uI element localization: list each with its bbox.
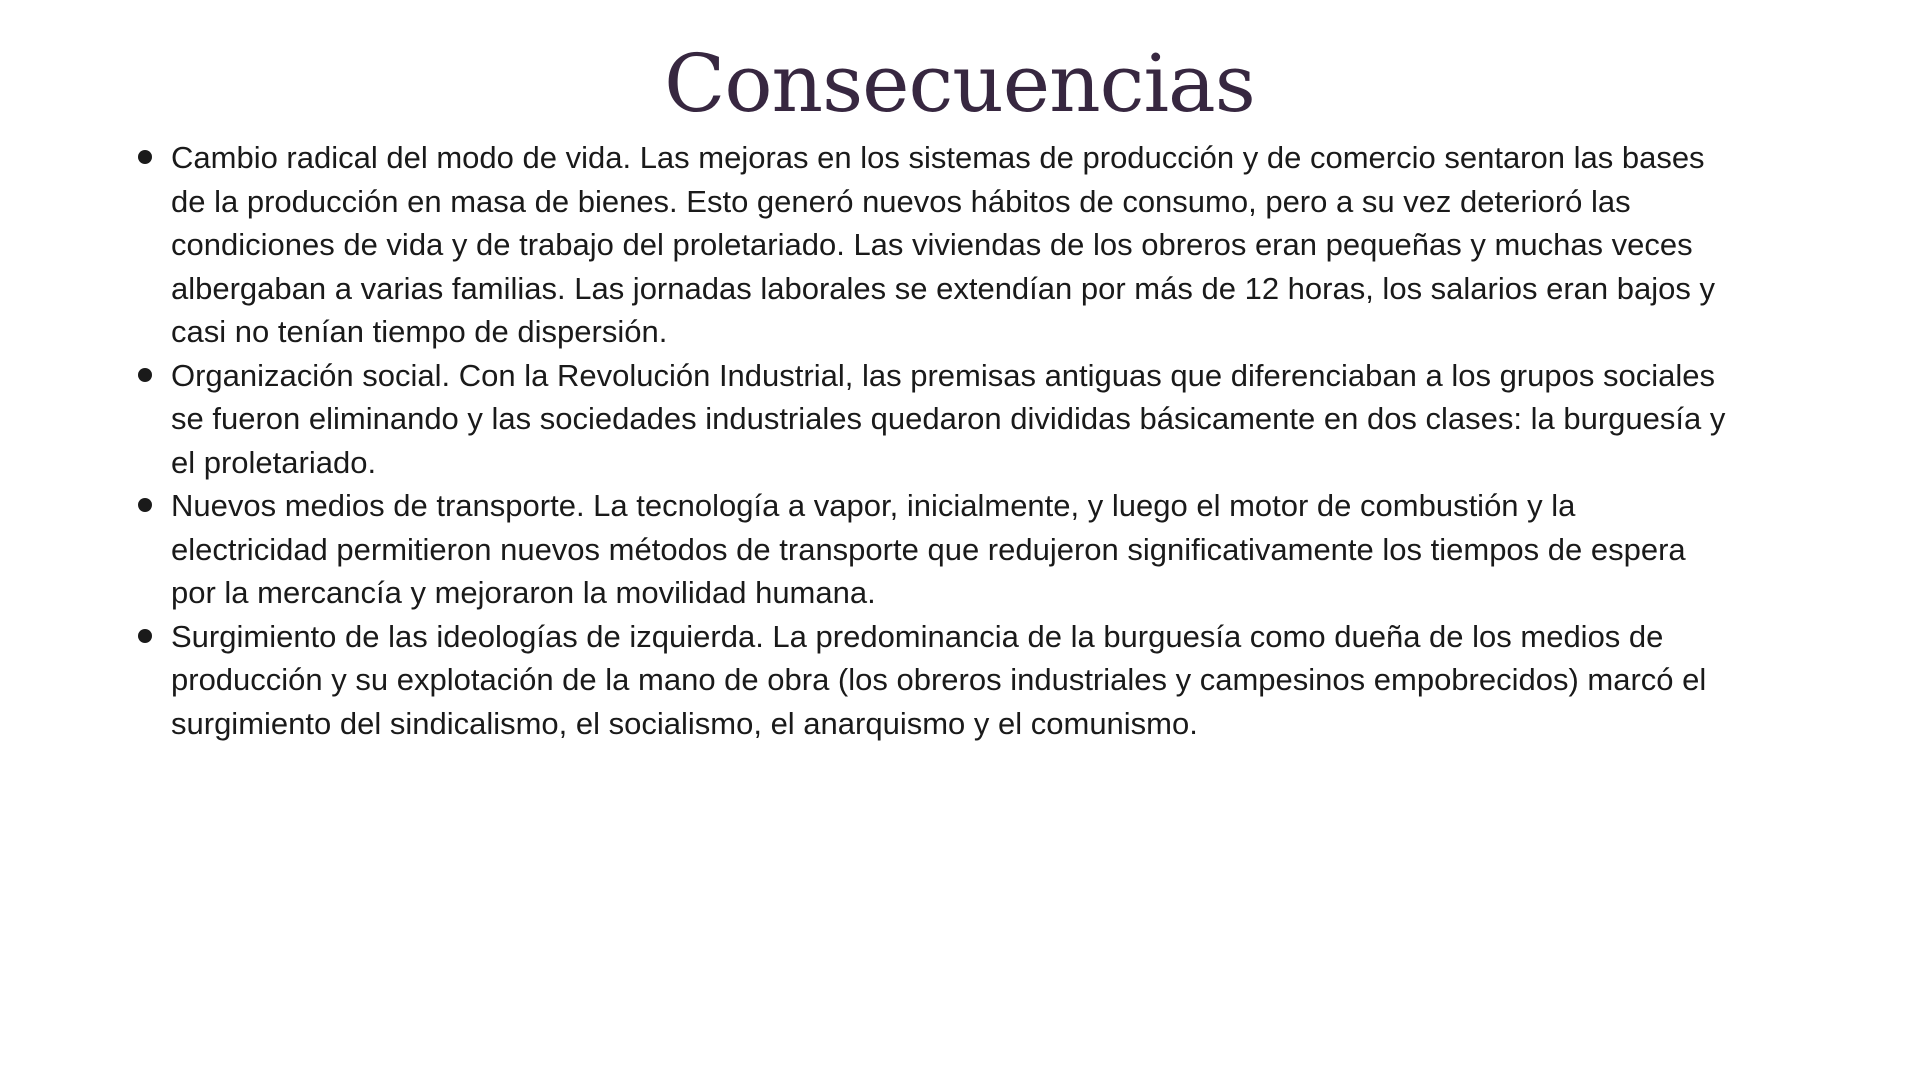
bullet-dot-icon	[138, 368, 152, 382]
slide-title: Consecuencias	[664, 37, 1255, 130]
bullet-dot-icon	[138, 498, 152, 512]
bullet-text: Nuevos medios de transporte. La tecnología a vapor, inicialmente, y luego el motor de combustión y la electricidad permitieron nuevos métodos de transporte que redujeron significativamente los tiempos de espera por la mercancía y mejoraron la movilidad humana.	[171, 488, 1686, 610]
bullet-item-cambio-radical	[136, 136, 1726, 354]
bullet-item-organizacion-social	[136, 354, 1726, 485]
bullet-item-transporte	[136, 484, 1726, 615]
bullet-text: Surgimiento de las ideologías de izquierda. La predominancia de la burguesía como dueña de los medios de producción y su explotación de la mano de obra (los obreros industriales y campesinos empobrecidos) marcó el surgimiento del sindicalismo, el socialismo, el anarquismo y el comunismo.	[171, 618, 1707, 741]
bullet-text: Organización social. Con la Revolución Industrial, las premisas antiguas que diferenciaban a los grupos sociales se fueron eliminando y las sociedades industriales quedaron divididas básicamente en dos clases: la burguesía y el proletariado.	[171, 357, 1726, 480]
bullet-dot-icon	[138, 150, 152, 164]
bullet-list	[136, 136, 1726, 745]
bullet-item-ideologias	[136, 615, 1726, 746]
bullet-text: Cambio radical del modo de vida. Las mejoras en los sistemas de producción y de comercio sentaron las bases de la producción en masa de bienes. Esto generó nuevos hábitos de consumo, pero a su vez deterioró las condiciones de vida y de trabajo del proletariado. Las viviendas de los obreros eran pequeñas y muchas veces albergaban a varias familias. Las jornadas laborales se extendían por más de 12 horas, los salarios eran bajos y casi no tenían tiempo de dispersión.	[171, 140, 1715, 349]
bullet-dot-icon	[138, 629, 152, 643]
